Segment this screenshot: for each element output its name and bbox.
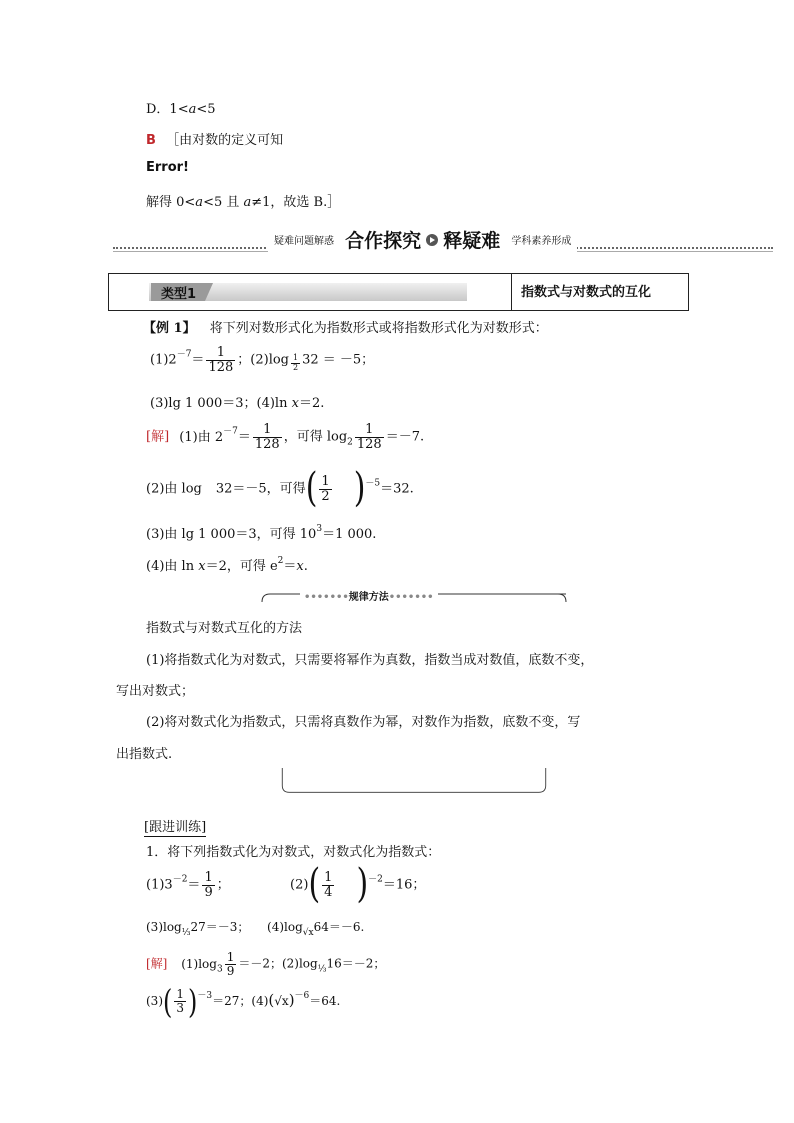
ex2-rest: 32 ＝ －5； bbox=[302, 352, 375, 368]
sol4-eq: ＝ bbox=[283, 559, 297, 574]
solve-a2: a bbox=[243, 195, 252, 210]
fu2-fraction bbox=[322, 871, 334, 899]
solution-tag: [解] bbox=[146, 429, 170, 445]
section-title1: 合作探究 bbox=[345, 230, 422, 252]
fs3-rest: ＝27；(4) bbox=[212, 994, 269, 1008]
type-label: 类型1 bbox=[161, 287, 197, 302]
answer-line bbox=[146, 129, 283, 148]
sol1-fraction bbox=[253, 423, 282, 451]
sol2-den: 2 bbox=[321, 488, 330, 504]
fs3-exp: －3 bbox=[197, 991, 213, 1001]
fs1-num: 1 bbox=[226, 950, 235, 964]
ex2-base-fraction bbox=[291, 354, 300, 372]
fu1-sep: ； bbox=[216, 877, 230, 893]
solve-p2: <5 且 bbox=[203, 195, 244, 210]
followup-tag: [跟进训练] bbox=[144, 816, 206, 837]
sol2-rest: ＝32. bbox=[380, 481, 414, 497]
sol4-text: (4)由 ln bbox=[146, 559, 199, 574]
sol4-var: x bbox=[198, 559, 206, 574]
ex2-base-num: 1 bbox=[293, 353, 299, 363]
sol1-eq: ＝ bbox=[237, 429, 251, 445]
solution-line-3 bbox=[146, 523, 376, 542]
fs3-fraction bbox=[174, 988, 186, 1014]
fs1-den: 9 bbox=[226, 963, 235, 978]
fs3-num: 1 bbox=[176, 987, 185, 1002]
option-d-var: a bbox=[188, 102, 197, 117]
ex1-num: 1 bbox=[216, 345, 225, 360]
ex4-var: x bbox=[291, 396, 299, 411]
solution-line-1 bbox=[146, 423, 424, 451]
type-title: 指数式与对数式的互化 bbox=[521, 285, 652, 300]
ex3-text: (3)lg 1 000＝3；(4)ln bbox=[150, 396, 292, 411]
fs2-sub: ⅓ bbox=[317, 964, 327, 975]
fu2-rparen: ) bbox=[356, 860, 369, 908]
example-line-2 bbox=[150, 392, 324, 411]
ex1-fraction bbox=[206, 346, 235, 374]
followup-question: 1．将下列指数式化为对数式，对数式化为指数式： bbox=[146, 845, 441, 860]
fs3-lparen: ( bbox=[163, 982, 173, 1021]
section-title2: 释疑难 bbox=[443, 230, 501, 252]
fu1-exp: －2 bbox=[172, 874, 188, 885]
fs3-rparen: ) bbox=[188, 982, 198, 1021]
sol2-fraction bbox=[319, 475, 331, 503]
ex2-base-den: 2 bbox=[293, 362, 299, 372]
section-left: 疑难问题解惑 bbox=[274, 236, 334, 247]
section-right: 学科素养形成 bbox=[511, 236, 572, 247]
solve-p3: ≠1，故选 B.］ bbox=[251, 195, 341, 210]
fs2-rest: 16＝－2； bbox=[326, 956, 386, 971]
fu1-eq: ＝ bbox=[187, 877, 201, 893]
method-box-bottom bbox=[261, 768, 567, 794]
fs4-end: ＝64. bbox=[309, 994, 341, 1008]
option-d-suffix: <5 bbox=[196, 102, 216, 117]
followup-solution-line-1 bbox=[146, 951, 385, 977]
ex1-exp: －7 bbox=[176, 349, 192, 360]
sol1-mid: ，可得 log bbox=[283, 429, 348, 445]
sol1-rest: ＝－7. bbox=[385, 429, 425, 445]
solution-line-4 bbox=[146, 555, 308, 574]
sol1-den: 128 bbox=[254, 436, 280, 452]
fu1-base: (1)3 bbox=[146, 877, 173, 893]
ex2-log: (2)log bbox=[250, 352, 290, 368]
section-arrow-icon bbox=[426, 234, 438, 246]
sol1-sub: 2 bbox=[347, 437, 353, 448]
option-d bbox=[146, 98, 216, 117]
fu4-log: (4)log bbox=[267, 920, 303, 934]
fu2-label: (2) bbox=[290, 877, 309, 893]
error-text: Error! bbox=[146, 160, 189, 175]
sol3-exp: 3 bbox=[316, 524, 323, 534]
example-line-1 bbox=[150, 346, 374, 374]
ex1-den: 128 bbox=[208, 359, 234, 375]
fs3-label: (3) bbox=[146, 994, 163, 1008]
sol4-end: . bbox=[303, 559, 308, 574]
fs1-log: (1)log bbox=[181, 956, 217, 971]
sol2-text: (2)由 log bbox=[146, 481, 202, 497]
method-banner: •••••••规律方法••••••• bbox=[300, 588, 438, 603]
sol2-rparen: ) bbox=[353, 464, 366, 512]
sol1-num-2: 1 bbox=[365, 422, 374, 437]
answer-text: ［由对数的定义可知 bbox=[166, 133, 284, 148]
sol3-text: (3)由 lg 1 000＝3，可得 10 bbox=[146, 527, 317, 542]
method-p2b: 出指数式. bbox=[116, 747, 173, 762]
fu1-num: 1 bbox=[204, 869, 213, 885]
solve-p1: 解得 0< bbox=[146, 195, 196, 210]
fu4-rest: 64＝－6. bbox=[313, 920, 365, 934]
answer-letter: B bbox=[146, 133, 156, 148]
fu-solution-tag: [解] bbox=[146, 956, 168, 971]
type-divider bbox=[511, 274, 512, 310]
sol2-num: 1 bbox=[321, 473, 330, 489]
sol2-lparen: ( bbox=[305, 464, 318, 512]
fu2-exp: －2 bbox=[368, 874, 383, 885]
fs1-rest: ＝－2；(2)log bbox=[238, 956, 318, 971]
sol3-rest: ＝1 000. bbox=[322, 527, 377, 542]
sol1-exp: －7 bbox=[223, 426, 238, 437]
followup-solution-line-2: (3)( $\frac{1}{3}$ )$^{-3}$＝27；$(4)(√x)^{-6}=64$. bbox=[146, 982, 341, 1021]
option-d-prefix: D．1< bbox=[146, 102, 189, 117]
fu1-fraction bbox=[202, 871, 214, 899]
followup-line-1 bbox=[146, 860, 426, 908]
sol4-mid: ＝2，可得 e bbox=[205, 559, 278, 574]
ex1-base: (1)2 bbox=[150, 352, 177, 368]
sol1-fraction-2 bbox=[355, 423, 384, 451]
fu4-sub: √x bbox=[302, 928, 314, 938]
fu1-den: 9 bbox=[204, 884, 213, 900]
fs4-radical: √x bbox=[274, 994, 289, 1008]
ex1-eq: ＝ bbox=[191, 352, 205, 368]
fu2-lparen: ( bbox=[308, 860, 321, 908]
ex1-sep: ； bbox=[237, 352, 251, 368]
section-title bbox=[268, 226, 577, 253]
fu2-rest: ＝16； bbox=[382, 877, 426, 893]
fu3-log: (3)log bbox=[146, 920, 182, 934]
method-heading: 指数式与对数式互化的方法 bbox=[146, 621, 303, 636]
fs1-sub: 3 bbox=[216, 964, 223, 975]
fs1-fraction bbox=[225, 951, 237, 977]
example-heading bbox=[143, 317, 548, 336]
ex4-rest: ＝2. bbox=[298, 396, 325, 411]
sol4-exp: 2 bbox=[277, 556, 284, 566]
type-box bbox=[108, 273, 689, 311]
example-tag: 【例 1】 bbox=[143, 321, 196, 336]
example-text: 将下列对数形式化为指数形式或将指数形式化为对数形式： bbox=[209, 321, 548, 336]
sol2-exp: －5 bbox=[365, 478, 381, 489]
method-banner-text: 规律方法 bbox=[348, 592, 389, 603]
fu2-den: 4 bbox=[324, 884, 333, 900]
method-p1b: 写出对数式； bbox=[116, 684, 195, 699]
sol1-text: (1)由 2 bbox=[179, 429, 224, 445]
sol4-var2: x bbox=[296, 559, 304, 574]
method-p2a: (2)将对数式化为指数式，只需将真数作为幂，对数作为指数，底数不变，写 bbox=[146, 715, 581, 730]
sol1-den-2: 128 bbox=[356, 436, 382, 452]
method-p1a: (1)将指数式化为对数式，只需要将幂作为真数，指数当成对数值，底数不变， bbox=[146, 653, 594, 668]
fu3-rest: 27＝－3； bbox=[190, 920, 250, 934]
sol2-mid: 32＝－5，可得 bbox=[215, 481, 306, 497]
fs3-den: 3 bbox=[176, 1001, 185, 1015]
followup-line-2 bbox=[146, 918, 364, 938]
solve-a1: a bbox=[195, 195, 204, 210]
solve-line bbox=[146, 191, 340, 210]
fs4-exp: －6 bbox=[294, 991, 310, 1001]
fu2-num: 1 bbox=[324, 869, 333, 885]
fu3-sub: ⅓ bbox=[181, 928, 191, 938]
sol1-num: 1 bbox=[263, 422, 272, 437]
solution-line-2 bbox=[146, 464, 414, 512]
